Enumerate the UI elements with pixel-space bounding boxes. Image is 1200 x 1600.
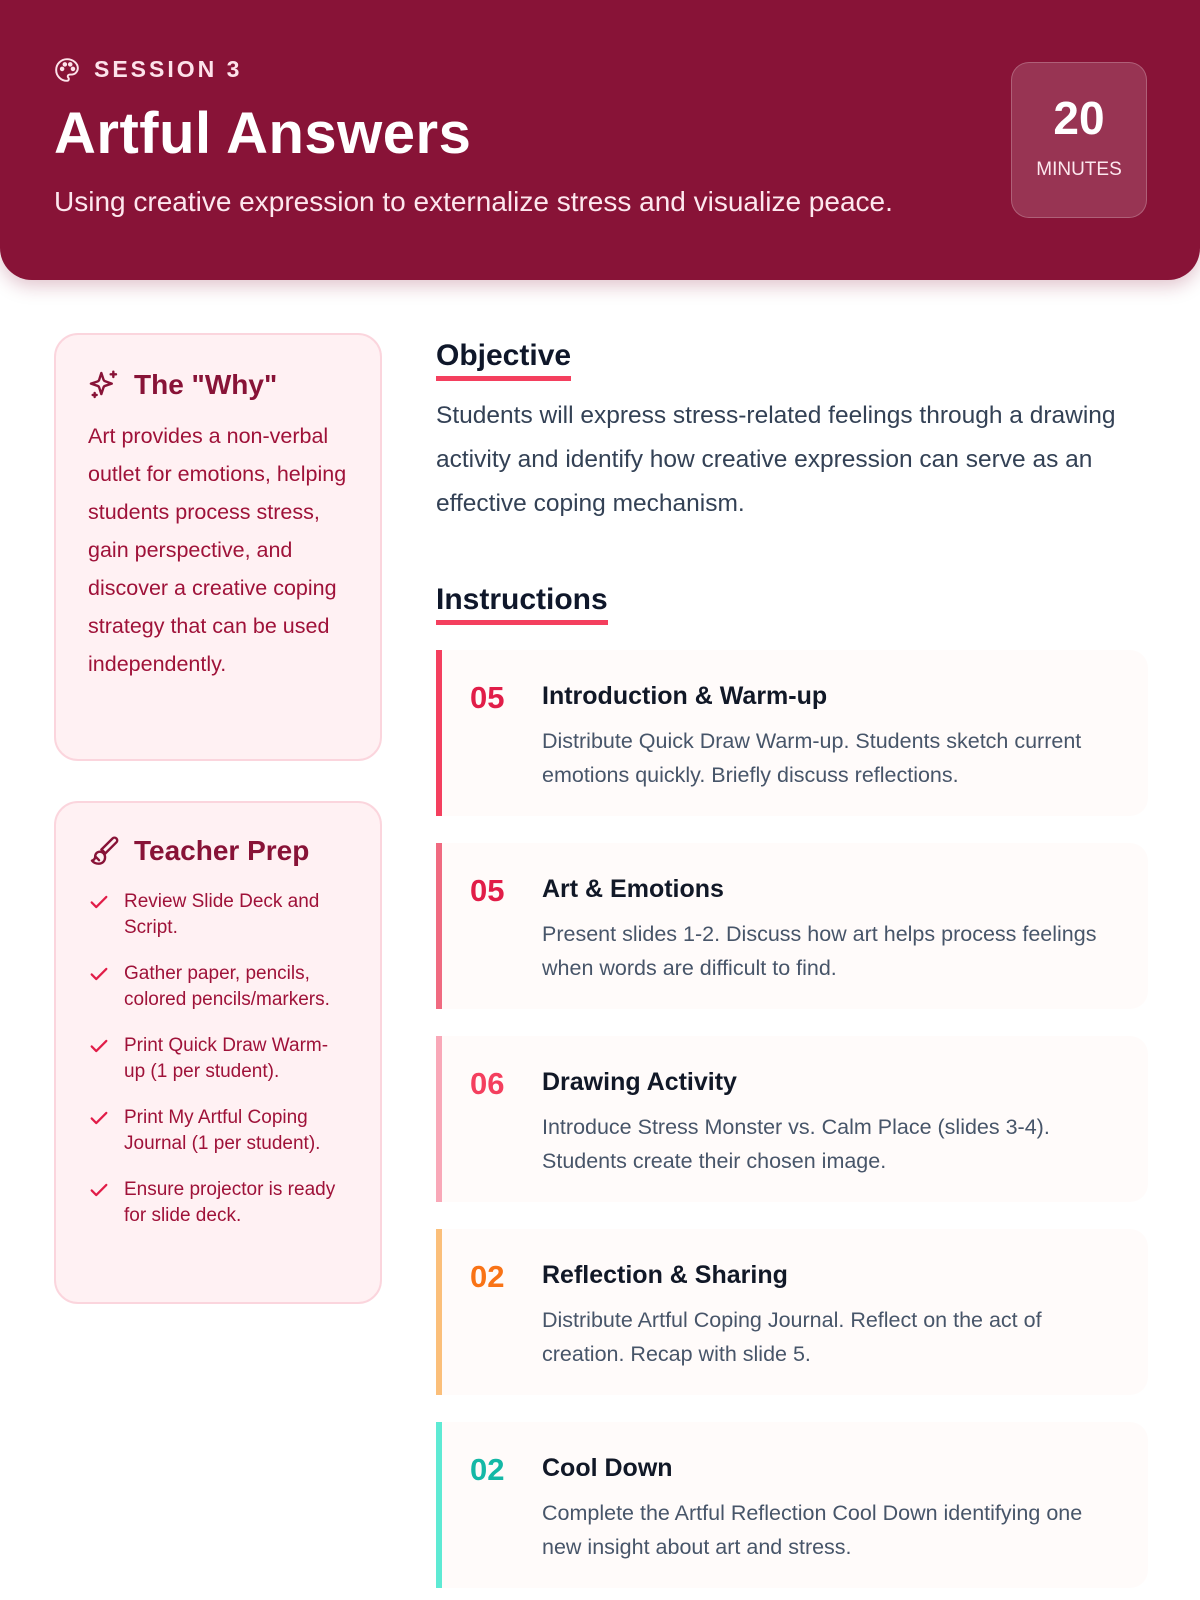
step-description: Present slides 1-2. Discuss how art helps process feelings when words are difficult to find. [542, 922, 1097, 980]
step-title: Cool Down [542, 1454, 673, 1482]
check-icon [88, 1035, 110, 1057]
instructions-heading: Instructions [436, 582, 608, 625]
session-label: SESSION 3 [94, 56, 243, 82]
instruction-step-drawing [436, 1036, 1148, 1202]
prep-item-text: Print Quick Draw Warm-up (1 per student). [124, 1035, 329, 1082]
step-title: Introduction & Warm-up [542, 682, 828, 710]
step-minutes: 02 [470, 1259, 505, 1294]
prep-item-text: Ensure projector is ready for slide deck. [124, 1179, 336, 1226]
session-header [0, 0, 1200, 280]
list-item [88, 961, 348, 1013]
list-item [88, 889, 348, 941]
step-title: Art & Emotions [542, 875, 724, 903]
page-title: Artful Answers [54, 101, 472, 166]
sparkles-icon [88, 369, 120, 401]
why-card-title: The "Why" [134, 369, 278, 400]
check-icon [88, 1179, 110, 1201]
list-item [88, 1033, 348, 1085]
step-minutes: 06 [470, 1066, 505, 1101]
prep-card-title: Teacher Prep [134, 835, 310, 866]
step-description: Complete the Artful Reflection Cool Down identifying one new insight about art and stress. [542, 1501, 1083, 1559]
why-card-body: Art provides a non-verbal outlet for emotions, helping students process stress, gain perspective, and discover a creative coping strategy that can be used independently. [88, 424, 347, 676]
instruction-step-cool-down [436, 1422, 1148, 1588]
duration-badge [1011, 62, 1147, 218]
prep-item-text: Review Slide Deck and Script. [124, 891, 320, 938]
why-card-header [88, 369, 348, 401]
check-icon [88, 891, 110, 913]
teacher-prep-card [54, 801, 382, 1304]
step-minutes: 05 [470, 680, 505, 715]
step-description: Introduce Stress Monster vs. Calm Place (slides 3-4). Students create their chosen image. [542, 1115, 1050, 1173]
duration-value: 20 [1053, 92, 1105, 144]
step-minutes: 05 [470, 873, 505, 908]
step-title: Drawing Activity [542, 1068, 737, 1096]
why-card [54, 333, 382, 761]
objective-text: Students will express stress-related feelings through a drawing activity and identify how creative expression can serve as an effective coping mechanism. [436, 402, 1116, 517]
prep-card-header [88, 835, 348, 867]
step-minutes: 02 [470, 1452, 505, 1487]
session-label-row [54, 56, 242, 83]
check-icon [88, 1107, 110, 1129]
duration-unit: MINUTES [1036, 159, 1122, 180]
check-icon [88, 963, 110, 985]
palette-icon [54, 57, 80, 83]
step-description: Distribute Quick Draw Warm-up. Students sketch current emotions quickly. Briefly discuss reflections. [542, 729, 1082, 787]
instruction-step-intro [436, 650, 1148, 816]
step-description: Distribute Artful Coping Journal. Reflect on the act of creation. Recap with slide 5. [542, 1308, 1042, 1366]
list-item [88, 1105, 348, 1157]
prep-item-text: Print My Artful Coping Journal (1 per student). [124, 1107, 321, 1154]
list-item [88, 1177, 348, 1229]
paintbrush-icon [88, 835, 120, 867]
objective-heading: Objective [436, 338, 571, 381]
page-subtitle: Using creative expression to externalize stress and visualize peace. [54, 186, 893, 217]
instruction-step-art-emotions [436, 843, 1148, 1009]
prep-checklist [88, 889, 348, 1229]
instruction-step-reflection [436, 1229, 1148, 1395]
step-title: Reflection & Sharing [542, 1261, 788, 1289]
prep-item-text: Gather paper, pencils, colored pencils/markers. [124, 963, 330, 1010]
